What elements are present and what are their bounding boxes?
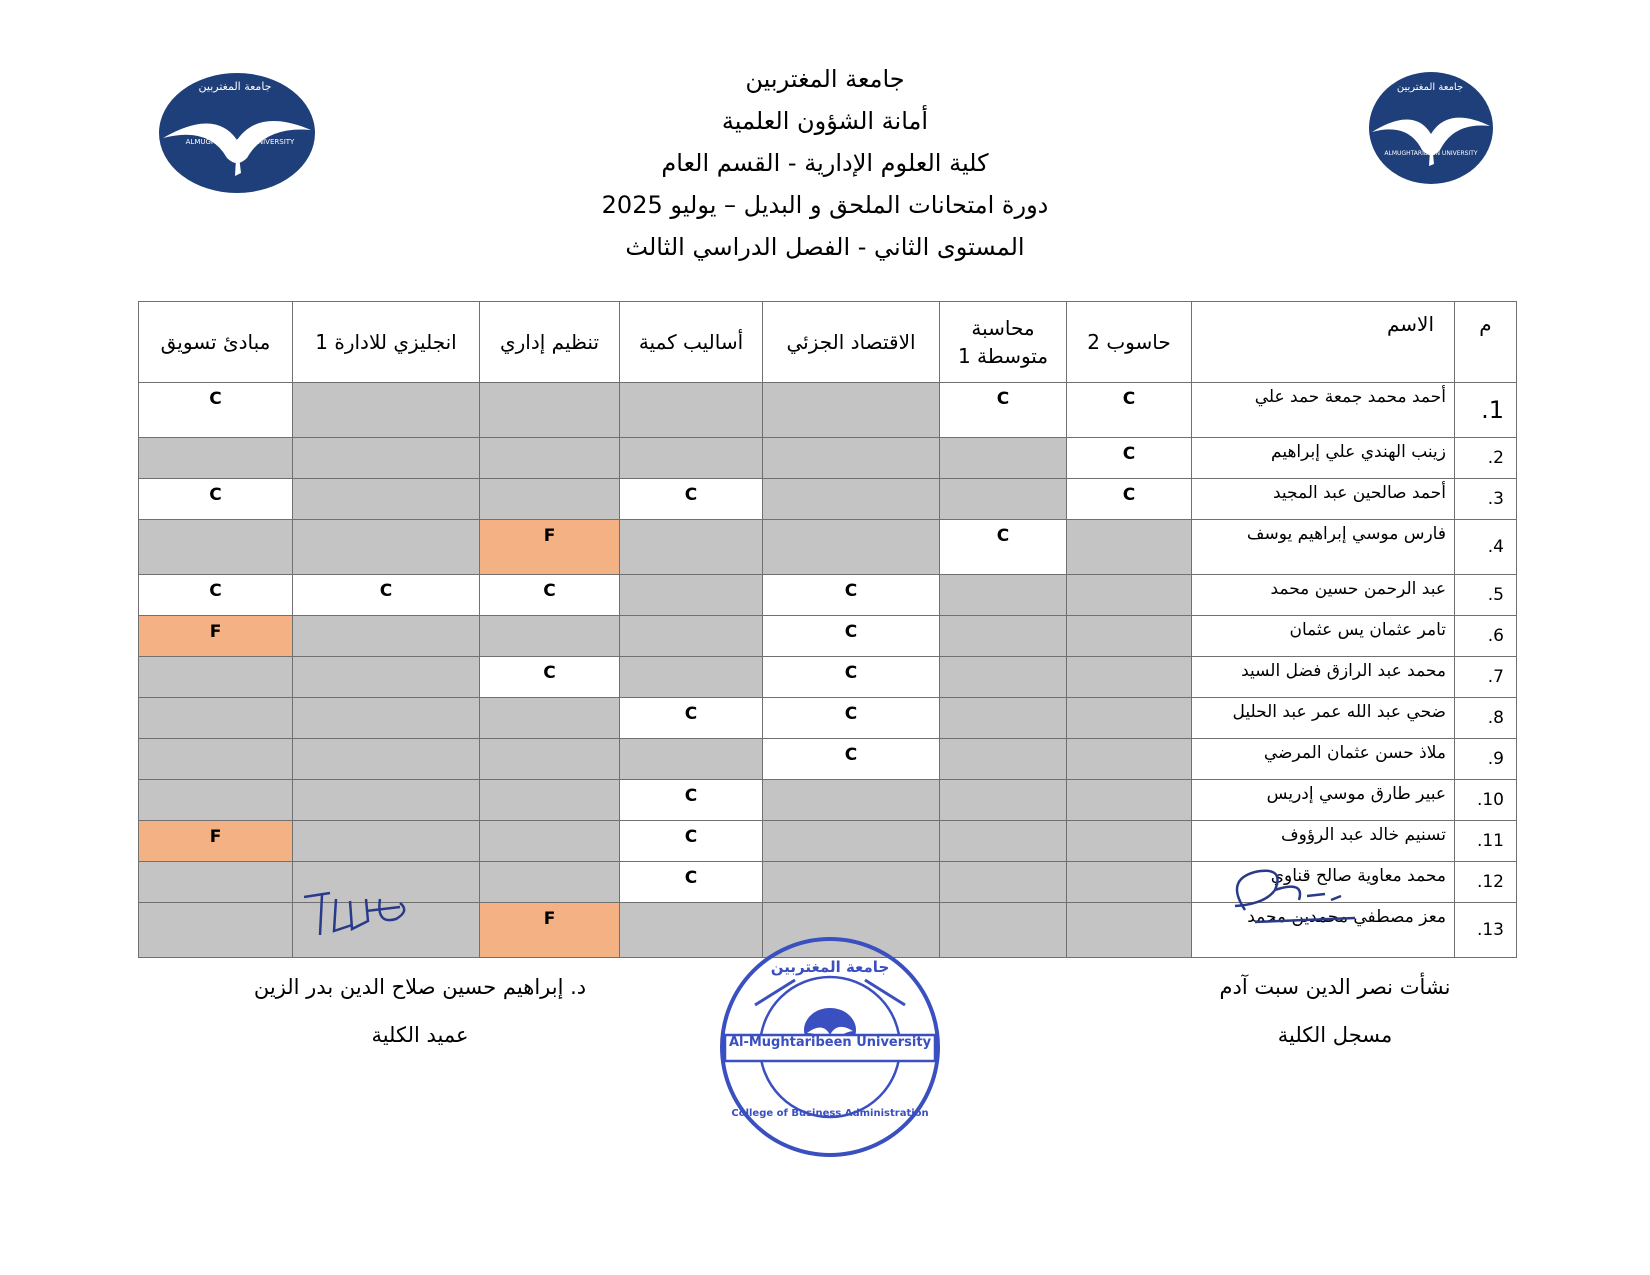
row-number: 11. [1455, 821, 1517, 862]
student-name: محمد معاوية صالح قناوي [1192, 862, 1455, 903]
grade-cell-intermediate-accounting-1 [940, 862, 1067, 903]
row-number: 4. [1455, 520, 1517, 575]
grade-cell-intermediate-accounting-1 [940, 657, 1067, 698]
row-number: 10. [1455, 780, 1517, 821]
grade-cell-intermediate-accounting-1 [940, 698, 1067, 739]
grade-cell-principles-of-marketing [139, 657, 293, 698]
logo-right-caption: ALMUGHTARIBEEN UNIVERSITY [1384, 150, 1478, 157]
student-name: معز مصطفي محمدين محمد [1192, 903, 1455, 958]
grade-cell-intermediate-accounting-1: C [940, 520, 1067, 575]
grade-cell-quantitative-methods [620, 657, 763, 698]
grade-cell-quantitative-methods [620, 616, 763, 657]
grade-cell-english-for-management-1: C [293, 575, 480, 616]
grade-cell-english-for-management-1 [293, 383, 480, 438]
table-row [139, 821, 1517, 862]
grade-cell-microeconomics [763, 520, 940, 575]
grade-cell-administrative-organization [480, 780, 620, 821]
grade-cell-principles-of-marketing [139, 739, 293, 780]
grade-cell-microeconomics [763, 862, 940, 903]
table-row [139, 780, 1517, 821]
grade-cell-english-for-management-1 [293, 657, 480, 698]
stamp-university-arabic: جامعة المغتربين [770, 958, 890, 976]
grade-cell-microeconomics [763, 479, 940, 520]
grade-cell-computer-2 [1067, 821, 1192, 862]
dean-handwritten-signature [300, 885, 420, 940]
grade-cell-administrative-organization [480, 383, 620, 438]
grade-cell-quantitative-methods [620, 739, 763, 780]
grade-cell-quantitative-methods: C [620, 862, 763, 903]
student-name: أحمد صالحين عبد المجيد [1192, 479, 1455, 520]
row-number: 1. [1455, 383, 1517, 438]
grade-cell-microeconomics: C [763, 739, 940, 780]
grade-cell-intermediate-accounting-1 [940, 739, 1067, 780]
stamp-college-english: College of Business Administration [731, 1108, 929, 1119]
grade-cell-english-for-management-1 [293, 821, 480, 862]
grade-cell-quantitative-methods [620, 575, 763, 616]
department-name: أمانة الشؤون العلمية [721, 107, 929, 135]
grade-cell-computer-2 [1067, 520, 1192, 575]
dean-signature-block [230, 975, 610, 1047]
grade-cell-quantitative-methods: C [620, 780, 763, 821]
grade-cell-intermediate-accounting-1 [940, 821, 1067, 862]
grade-cell-english-for-management-1 [293, 479, 480, 520]
grade-cell-principles-of-marketing [139, 780, 293, 821]
row-number: 6. [1455, 616, 1517, 657]
table-row [139, 698, 1517, 739]
header-microeconomics: الاقتصاد الجزئي [763, 302, 940, 383]
stamp-university-english: Al-Mughtaribeen University [728, 1035, 932, 1050]
grade-cell-principles-of-marketing [139, 903, 293, 958]
college-name: كلية العلوم الإدارية - القسم العام [661, 149, 989, 177]
grade-cell-principles-of-marketing [139, 438, 293, 479]
grade-cell-intermediate-accounting-1 [940, 575, 1067, 616]
table-row [139, 616, 1517, 657]
row-number: 5. [1455, 575, 1517, 616]
grade-cell-english-for-management-1 [293, 698, 480, 739]
grade-cell-principles-of-marketing [139, 698, 293, 739]
grade-cell-principles-of-marketing: F [139, 821, 293, 862]
grade-cell-administrative-organization [480, 616, 620, 657]
grade-cell-intermediate-accounting-1 [940, 616, 1067, 657]
grade-cell-english-for-management-1 [293, 616, 480, 657]
row-number: 12. [1455, 862, 1517, 903]
registrar-name: نشأت نصر الدين سبت آدم [1219, 975, 1451, 999]
grade-cell-microeconomics: C [763, 657, 940, 698]
table-row [139, 438, 1517, 479]
grade-cell-principles-of-marketing: C [139, 479, 293, 520]
header-administrative-organization: تنظيم إداري [480, 302, 620, 383]
grade-cell-intermediate-accounting-1 [940, 903, 1067, 958]
grade-cell-microeconomics: C [763, 575, 940, 616]
grade-cell-microeconomics [763, 821, 940, 862]
student-name: تامر عثمان يس عثمان [1192, 616, 1455, 657]
grade-cell-intermediate-accounting-1: C [940, 383, 1067, 438]
grade-cell-computer-2: C [1067, 383, 1192, 438]
table-row [139, 575, 1517, 616]
student-name: محمد عبد الرازق فضل السيد [1192, 657, 1455, 698]
grade-cell-administrative-organization [480, 438, 620, 479]
grade-cell-administrative-organization [480, 739, 620, 780]
row-number: 7. [1455, 657, 1517, 698]
grade-cell-microeconomics: C [763, 616, 940, 657]
grade-cell-administrative-organization [480, 821, 620, 862]
table-row [139, 479, 1517, 520]
exam-session: دورة امتحانات الملحق و البديل – يوليو 2025 [601, 191, 1049, 219]
table-row [139, 383, 1517, 438]
header-english-for-management-1: انجليزي للادارة 1 [293, 302, 480, 383]
grade-cell-quantitative-methods: C [620, 698, 763, 739]
grade-cell-microeconomics [763, 438, 940, 479]
grade-cell-principles-of-marketing [139, 862, 293, 903]
grade-cell-principles-of-marketing: C [139, 575, 293, 616]
grade-cell-computer-2: C [1067, 438, 1192, 479]
grade-cell-computer-2 [1067, 657, 1192, 698]
header-principles-of-marketing: مبادئ تسويق [139, 302, 293, 383]
grade-cell-administrative-organization [480, 698, 620, 739]
grade-cell-computer-2 [1067, 698, 1192, 739]
grade-cell-computer-2 [1067, 903, 1192, 958]
table-row [139, 520, 1517, 575]
student-name: ضحي عبد الله عمر عبد الحليل [1192, 698, 1455, 739]
student-name: زينب الهندي علي إبراهيم [1192, 438, 1455, 479]
row-number: 13. [1455, 903, 1517, 958]
grade-cell-administrative-organization: F [480, 520, 620, 575]
grade-cell-administrative-organization: C [480, 657, 620, 698]
table-header-row [139, 302, 1517, 383]
table-row [139, 739, 1517, 780]
student-name: فارس موسي إبراهيم يوسف [1192, 520, 1455, 575]
grade-cell-computer-2 [1067, 780, 1192, 821]
grade-cell-computer-2 [1067, 739, 1192, 780]
row-number: 3. [1455, 479, 1517, 520]
student-name: تسنيم خالد عبد الرؤوف [1192, 821, 1455, 862]
header-intermediate-accounting-1: محاسبة متوسطة 1 [940, 302, 1067, 383]
grade-cell-administrative-organization: F [480, 903, 620, 958]
logo-right-arabic: جامعة المغتربين [1396, 82, 1464, 93]
document-header [560, 58, 1090, 268]
grade-cell-intermediate-accounting-1 [940, 479, 1067, 520]
row-number: 2. [1455, 438, 1517, 479]
registrar-signature-block [1180, 975, 1490, 1047]
header-number: م [1455, 302, 1517, 383]
dean-title: عميد الكلية [371, 1023, 469, 1047]
grade-cell-quantitative-methods: C [620, 479, 763, 520]
grade-cell-computer-2 [1067, 616, 1192, 657]
grade-cell-english-for-management-1 [293, 438, 480, 479]
grade-cell-principles-of-marketing: C [139, 383, 293, 438]
student-name: عبير طارق موسي إدريس [1192, 780, 1455, 821]
student-name: عبد الرحمن حسين محمد [1192, 575, 1455, 616]
grade-cell-quantitative-methods [620, 520, 763, 575]
logo-left-arabic: جامعة المغتربين [198, 80, 272, 93]
student-name: أحمد محمد جمعة حمد علي [1192, 383, 1455, 438]
logo-left-caption: ALMUGHTARIBEEN UNIVERSITY [185, 138, 295, 146]
table-row [139, 657, 1517, 698]
grade-cell-computer-2 [1067, 575, 1192, 616]
dean-name: د. إبراهيم حسين صلاح الدين بدر الزين [253, 975, 587, 999]
grade-cell-english-for-management-1 [293, 520, 480, 575]
grade-cell-computer-2: C [1067, 479, 1192, 520]
row-number: 8. [1455, 698, 1517, 739]
grade-cell-quantitative-methods [620, 438, 763, 479]
level-semester: المستوى الثاني - الفصل الدراسي الثالث [625, 233, 1025, 261]
registrar-title: مسجل الكلية [1277, 1023, 1393, 1047]
grade-cell-microeconomics: C [763, 698, 940, 739]
student-name: ملاذ حسن عثمان المرضي [1192, 739, 1455, 780]
university-name: جامعة المغتربين [745, 65, 905, 93]
grade-cell-intermediate-accounting-1 [940, 438, 1067, 479]
grade-cell-english-for-management-1 [293, 739, 480, 780]
grade-cell-quantitative-methods: C [620, 821, 763, 862]
header-computer-2: حاسوب 2 [1067, 302, 1192, 383]
grade-cell-quantitative-methods [620, 383, 763, 438]
header-name: الاسم [1192, 302, 1455, 383]
grade-cell-computer-2 [1067, 862, 1192, 903]
row-number: 9. [1455, 739, 1517, 780]
header-quantitative-methods: أساليب كمية [620, 302, 763, 383]
grade-cell-administrative-organization [480, 479, 620, 520]
grade-cell-administrative-organization: C [480, 575, 620, 616]
grade-cell-principles-of-marketing: F [139, 616, 293, 657]
grade-cell-microeconomics [763, 383, 940, 438]
grade-cell-intermediate-accounting-1 [940, 780, 1067, 821]
grade-cell-administrative-organization [480, 862, 620, 903]
grade-cell-microeconomics [763, 780, 940, 821]
grade-cell-principles-of-marketing [139, 520, 293, 575]
registrar-handwritten-signature [1215, 860, 1355, 935]
grade-cell-english-for-management-1 [293, 780, 480, 821]
